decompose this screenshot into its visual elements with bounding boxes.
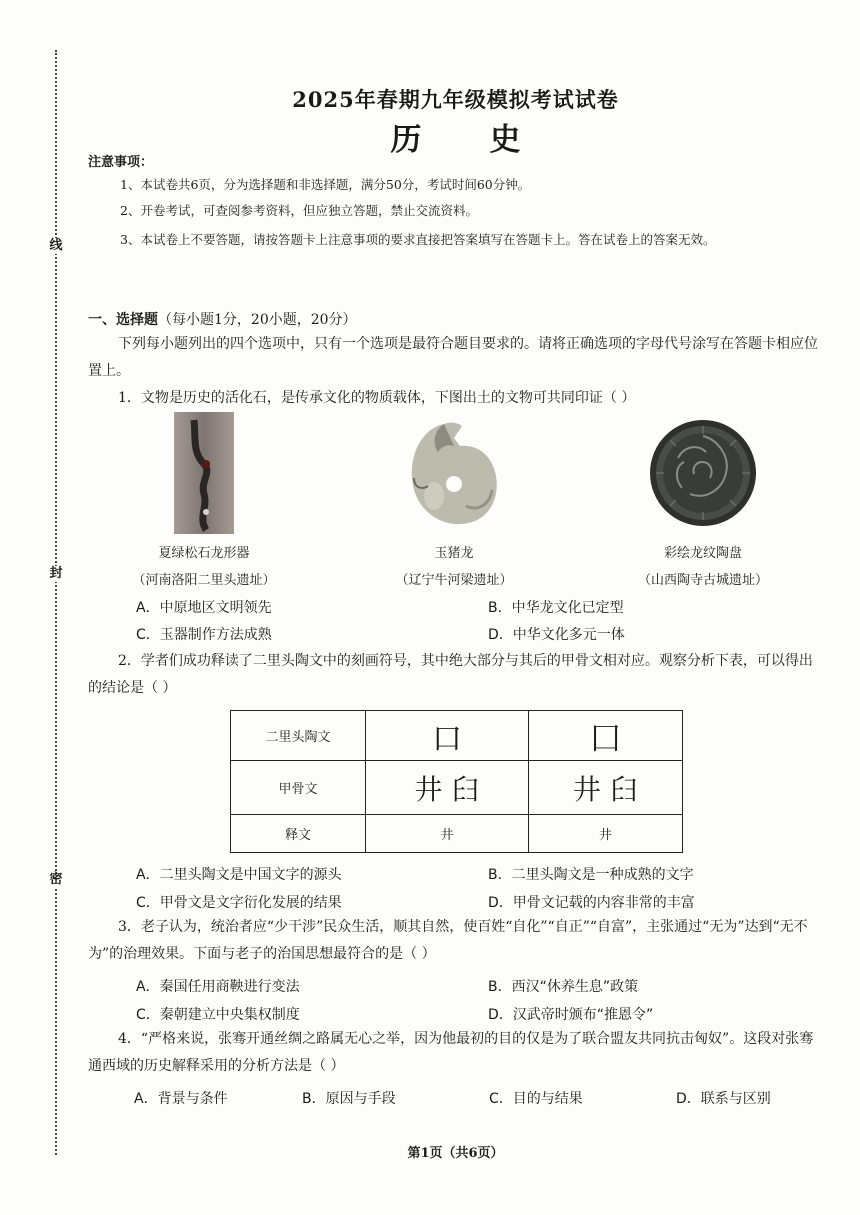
q2-option-b[interactable]: B．二里头陶文是一种成熟的文字 bbox=[488, 867, 694, 883]
q1-option-b[interactable]: B．中华龙文化已定型 bbox=[488, 600, 624, 616]
reading-1: 井 bbox=[366, 815, 529, 853]
q3-option-d[interactable]: D．汉武帝时颁布“推恩令” bbox=[488, 1007, 654, 1023]
artifact-3-site: （山西陶寺古城遗址） bbox=[637, 573, 768, 588]
exam-page bbox=[88, 0, 823, 1215]
artifact-1-site: （河南洛阳二里头遗址） bbox=[132, 573, 276, 588]
reading-2: 井 bbox=[529, 815, 683, 853]
row-label-reading: 释文 bbox=[231, 815, 366, 853]
artifact-2-site: （辽宁牛河梁遗址） bbox=[395, 573, 513, 588]
q1-option-d[interactable]: D．中华文化多元一体 bbox=[488, 627, 625, 643]
section-title: 一、选择题 bbox=[88, 312, 158, 328]
q1-option-a[interactable]: A．中原地区文明领先 bbox=[136, 600, 272, 616]
q4-option-b[interactable]: B．原因与手段 bbox=[302, 1091, 396, 1107]
question-4-stem: 4．“严格来说，张骞开通丝绸之路属无心之举，因为他最初的目的仅是为了联合盟友共同抗击匈奴”。这段对张骞通西域的历史解释采用的分析方法是（ ） bbox=[88, 1031, 814, 1074]
binding-label-feng: 封 bbox=[49, 566, 63, 581]
turquoise-dragon-image bbox=[174, 412, 234, 534]
question-1-stem: 1．文物是历史的活化石，是传承文化的物质载体，下图出土的文物可共同印证（ ） bbox=[118, 390, 636, 406]
q2-option-c[interactable]: C．甲骨文是文字衍化发展的结果 bbox=[136, 895, 342, 911]
row-label-erlitou: 二里头陶文 bbox=[231, 711, 366, 761]
section-scoring: （每小题1分，20小题，20分） bbox=[158, 312, 357, 328]
section-intro: 下列每小题列出的四个选项中，只有一个选项是最符合题目要求的。请将正确选项的字母代号涂写在答题卡相应位置上。 bbox=[88, 336, 818, 379]
binding-label-mi: 密 bbox=[49, 872, 63, 887]
q2-option-d[interactable]: D．甲骨文记载的内容非常的丰富 bbox=[488, 895, 695, 911]
page-footer: 第1页（共6页） bbox=[407, 1146, 504, 1161]
table-row bbox=[231, 711, 683, 761]
note-item: 2、开卷考试，可查阅参考资料，但应独立答题，禁止交流资料。 bbox=[120, 203, 478, 218]
oracle-glyphs-1: 井 𦥑 bbox=[366, 761, 529, 815]
row-label-oracle: 甲骨文 bbox=[231, 761, 366, 815]
question-2-stem: 2．学者们成功释读了二里头陶文中的刻画符号，其中绝大部分与其后的甲骨文相对应。观察分析下表，可以得出的结论是（ ） bbox=[88, 653, 813, 696]
erlitou-glyph-1: 口 bbox=[366, 711, 529, 761]
q3-option-a[interactable]: A．秦国任用商鞅进行变法 bbox=[136, 979, 300, 995]
artifact-1-name: 夏绿松石龙形器 bbox=[158, 546, 250, 561]
character-comparison-table bbox=[230, 710, 683, 853]
subject-title: 历史 bbox=[390, 122, 589, 158]
artifact-2-name: 玉猪龙 bbox=[434, 546, 474, 561]
exam-title: 2025年春期九年级模拟考试试卷 bbox=[292, 87, 619, 112]
q1-option-c[interactable]: C．玉器制作方法成熟 bbox=[136, 627, 272, 643]
q4-option-d[interactable]: D．联系与区别 bbox=[676, 1091, 771, 1107]
question-3-stem: 3．老子认为，统治者应“少干涉”民众生活，顺其自然，使百姓“自化”“自正”“自富”，主张通过“无为”达到“无不为”的治理效果。下面与老子的治国思想最符合的是（ ） bbox=[88, 919, 808, 962]
oracle-glyphs-2: 井 𦥑 bbox=[529, 761, 683, 815]
q2-option-a[interactable]: A．二里头陶文是中国文字的源头 bbox=[136, 867, 342, 883]
table-row bbox=[231, 815, 683, 853]
erlitou-glyph-2: 囗 bbox=[529, 711, 683, 761]
section-heading bbox=[88, 309, 357, 329]
binding-dotted-line bbox=[55, 50, 57, 1155]
notes-heading: 注意事项： bbox=[88, 155, 154, 170]
note-item: 1、本试卷共6页，分为选择题和非选择题，满分50分，考试时间60分钟。 bbox=[120, 177, 531, 192]
artifact-3-name: 彩绘龙纹陶盘 bbox=[663, 546, 742, 561]
table-row bbox=[231, 761, 683, 815]
pottery-plate-image bbox=[648, 418, 758, 528]
q3-option-b[interactable]: B．西汉“休养生息”政策 bbox=[488, 979, 639, 995]
note-item: 3、本试卷上不要答题，请按答题卡上注意事项的要求直接把答案填写在答题卡上。答在试卷上的答案无效。 bbox=[120, 232, 716, 247]
q4-option-a[interactable]: A．背景与条件 bbox=[134, 1091, 228, 1107]
binding-label-xian: 线 bbox=[49, 238, 63, 253]
q3-option-c[interactable]: C．秦朝建立中央集权制度 bbox=[136, 1007, 300, 1023]
jade-pig-dragon-image bbox=[404, 416, 504, 531]
q4-option-c[interactable]: C．目的与结果 bbox=[489, 1091, 583, 1107]
